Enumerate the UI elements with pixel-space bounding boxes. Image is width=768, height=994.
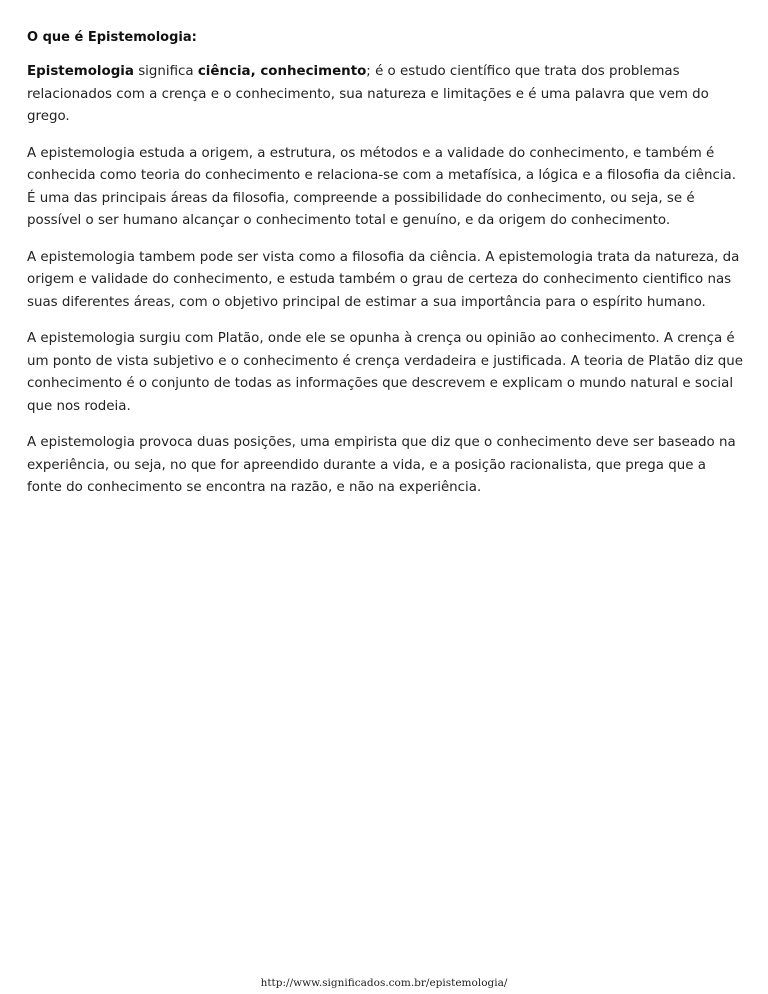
intro-meaning: ciência, conhecimento [197, 64, 367, 79]
paragraph-philosophy-of-science: A epistemologia tambem pode ser vista como a filosofia da ciência. A epistemologia trata da natureza, da origem e validade do conhecimento, e estuda também o grau de certeza do conhecimento cientifico nas suas diferentes áreas, com o objetivo principal de estimar a sua importância para o espírito humano. [27, 249, 740, 310]
intro-paragraph [27, 61, 745, 129]
intro-verb: significa [133, 64, 198, 79]
article [27, 29, 745, 514]
paragraph-plato: A epistemologia surgiu com Platão, onde ele se opunha à crença ou opinião ao conhecimento. A crença é um ponto de vista subjetivo e o conhecimento é crença verdadeira e justificada. A teoria de Platão diz que conhecimento é o conjunto de todas as informações que descrevem e explicam o mundo natural e social que nos rodeia. [27, 331, 743, 414]
intro-rest: ; é o estudo científico que trata dos problemas relacionados com a crença e o conhecimento, sua natureza e limitações e é uma palavra que vem do grego. [27, 64, 709, 124]
footer-url: http://www.significados.com.br/epistemologia/ [260, 977, 508, 989]
paragraph-origin-structure: A epistemologia estuda a origem, a estrutura, os métodos e a validade do conhecimento, e também é conhecida como teoria do conhecimento e relaciona-se com a metafísica, a lógica e a filosofia da ciência. É uma das principais áreas da filosofia, compreende a possibilidade do conhecimento, ou seja, se é possível o ser humano alcançar o conhecimento total e genuíno, e da origem do conhecimento. [27, 145, 737, 228]
intro-term: Epistemologia [27, 64, 134, 79]
article-title: O que é Epistemologia: [27, 30, 197, 45]
paragraph-positions: A epistemologia provoca duas posições, uma empirista que diz que o conhecimento deve ser baseado na experiência, ou seja, no que for apreendido durante a vida, e a posição racionalista, que prega que a fonte do conhecimento se encontra na razão, e não na experiência. [27, 435, 736, 495]
